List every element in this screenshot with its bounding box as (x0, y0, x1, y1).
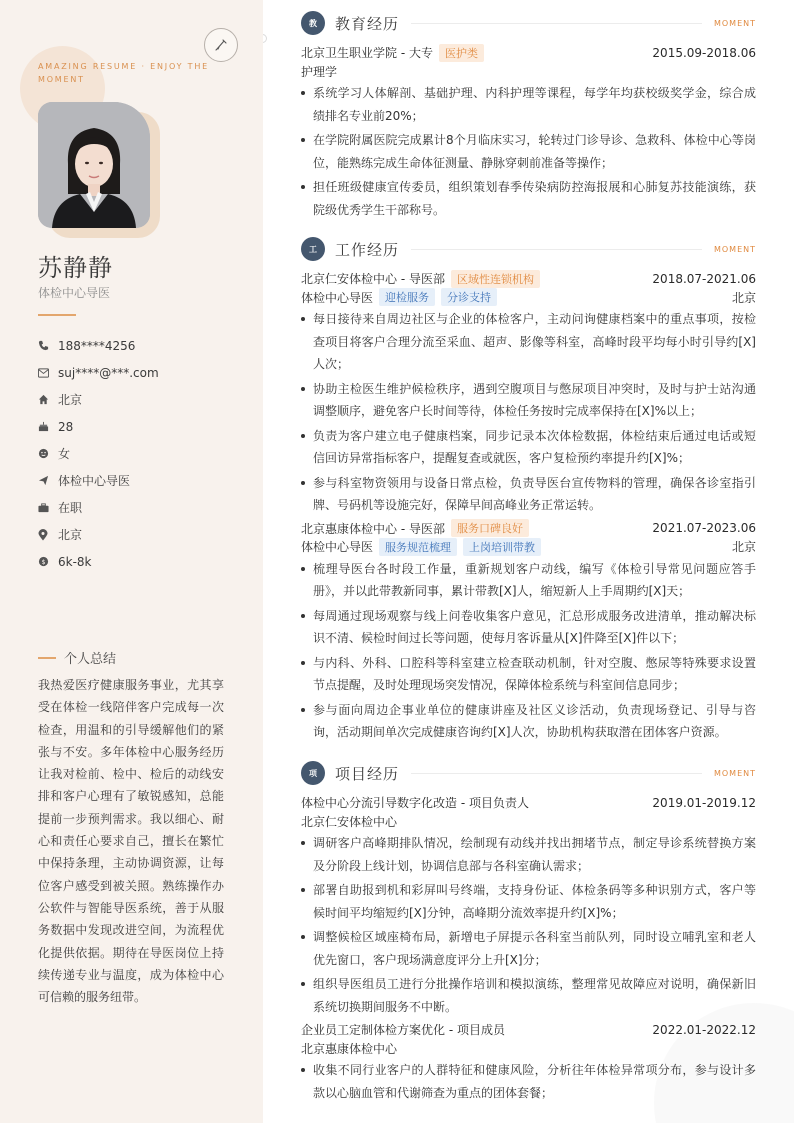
entry-chip: 区域性连锁机构 (451, 270, 540, 288)
entry-chip: 医护类 (439, 44, 484, 62)
entry-bullets (301, 558, 756, 744)
section-header (301, 761, 756, 785)
education-section (301, 11, 756, 223)
entry-subtitle (301, 288, 756, 306)
decorative-dot (263, 34, 267, 43)
entry-subtitle (301, 538, 756, 556)
home-icon (38, 394, 58, 405)
list-item: 负责为客户建立电子健康档案，同步记录本次体检数据，体检结束后通过电话或短信回访异常指标客户，提醒复查或就医，客户复检预约率提升约[X]%； (301, 425, 756, 470)
project-entry (301, 1020, 756, 1104)
paper-plane-icon (38, 475, 58, 486)
skill-tag: 服务规范梳理 (379, 538, 457, 556)
info-phone: 188****4256 (38, 332, 159, 359)
entry-header (301, 519, 756, 538)
list-item: 每日接待来自周边社区与企业的体检客户，主动问询健康档案中的重点事项，按检查项目将客户合理分流至采血、超声、影像等科室，高峰时段平均每小时引导约[X]人次； (301, 308, 756, 376)
entry-city: 北京 (731, 290, 756, 305)
projects-section (301, 761, 756, 1106)
work-entry (301, 519, 756, 744)
entry-org: 北京仁安体检中心 - 导医部 (301, 272, 445, 286)
info-age: 28 (38, 413, 159, 440)
candidate-name: 苏静静 (38, 254, 113, 282)
contact-info-list (38, 332, 159, 575)
entry-org: 北京卫生职业学院 - 大专 (301, 46, 433, 60)
salary-icon (38, 556, 58, 567)
list-item: 在学院附属医院完成累计8个月临床实习，轮转过门诊导诊、急救科、体检中心等岗位，能熟练完成生命体征测量、静脉穿刺前准备等操作； (301, 129, 756, 174)
entry-bullets (301, 832, 756, 1018)
entry-org: 体检中心分流引导数字化改造 - 项目负责人 (301, 796, 529, 810)
section-divider (411, 23, 702, 24)
entry-date: 2022.01-2022.12 (652, 1022, 756, 1037)
accent-divider (38, 314, 76, 316)
entry-org: 企业员工定制体检方案优化 - 项目成员 (301, 1023, 505, 1037)
education-section-icon: 教 (301, 11, 325, 35)
entry-header (301, 269, 756, 288)
svg-text:$: $ (41, 557, 46, 566)
entry-major: 护理学 (301, 64, 338, 79)
list-item: 调研客户高峰期排队情况，绘制现有动线并找出拥堵节点，制定导诊系统替换方案及分阶段上线计划，协调信息部与各科室确认需求； (301, 832, 756, 877)
list-item: 部署自助报到机和彩屏叫号终端，支持身份证、体检条码等多种识别方式，客户等候时间平均缩短约[X]分钟，高峰期分流效率提升约[X]%； (301, 879, 756, 924)
list-item: 调整候检区域座椅布局，新增电子屏提示各科室当前队列，同时设立哺乳室和老人优先窗口，客户现场满意度评分上升[X]分； (301, 926, 756, 971)
info-target-role: 体检中心导医 (38, 467, 159, 494)
list-item: 组织导医组员工进行分批操作培训和模拟演练，整理常见故障应对说明，确保新旧系统切换期间服务不中断。 (301, 973, 756, 1018)
list-item: 每周通过现场观察与线上问卷收集客户意见，汇总形成服务改进清单，推动解决标识不清、候检时间过长等问题，使每月客诉量从[X]件降至[X]件以下； (301, 605, 756, 650)
projects-section-icon: 项 (301, 761, 325, 785)
section-tag: MOMENT (713, 18, 756, 28)
entry-subtitle (301, 1039, 756, 1057)
section-divider (411, 249, 702, 250)
email-icon (38, 368, 58, 378)
info-home: 北京 (38, 386, 159, 413)
candidate-role: 体检中心导医 (38, 286, 111, 300)
education-entry (301, 43, 756, 221)
work-section (301, 237, 756, 746)
pen-badge-icon (204, 28, 238, 62)
entry-bullets (301, 1059, 756, 1104)
entry-company: 北京惠康体检中心 (301, 1041, 398, 1056)
section-header (301, 237, 756, 261)
entry-bullets (301, 82, 756, 221)
work-section-icon: 工 (301, 237, 325, 261)
list-item: 梳理导医台各时段工作量，重新规划客户动线，编写《体检引导常见问题应答手册》，并以此带教新同事，累计带教[X]人，缩短新人上手周期约[X]天； (301, 558, 756, 603)
list-item: 协助主检医生维护候检秩序，遇到空腹项目与憋尿项目冲突时，及时与护士站沟通调整顺序，避免客户长时间等待，体检任务按时完成率保持在[X]%以上； (301, 378, 756, 423)
section-tag: MOMENT (713, 244, 756, 254)
list-item: 系统学习人体解剖、基础护理、内科护理等课程，每学年均获校级奖学金，综合成绩排名专业前20%； (301, 82, 756, 127)
info-gender: 女 (38, 440, 159, 467)
gender-icon (38, 448, 58, 459)
entry-subtitle (301, 812, 756, 830)
entry-org: 北京惠康体检中心 - 导医部 (301, 521, 445, 536)
entry-position: 体检中心导医 (301, 540, 374, 554)
section-header (301, 11, 756, 35)
birthday-cake-icon (38, 421, 58, 432)
skill-tag: 上岗培训带教 (463, 538, 541, 556)
list-item: 收集不同行业客户的人群特征和健康风险，分析往年体检异常项分布，参与设计多款以心脑血管和代谢筛查为重点的团体套餐； (301, 1059, 756, 1104)
info-location: 北京 (38, 521, 159, 548)
list-item: 担任班级健康宣传委员，组织策划春季传染病防控海报展和心肺复苏技能演练，获院级优秀学生干部称号。 (301, 176, 756, 221)
entry-company: 北京仁安体检中心 (301, 814, 398, 829)
entry-date: 2015.09-2018.06 (652, 45, 756, 60)
info-email: suj****@***.com (38, 359, 159, 386)
entry-city: 北京 (731, 540, 756, 554)
briefcase-icon (38, 503, 58, 513)
list-item: 与内科、外科、口腔科等科室建立检查联动机制，针对空腹、憋尿等特殊要求设置节点提醒，及时处理现场突发情况，保障体检系统与科室间信息同步； (301, 652, 756, 697)
location-pin-icon (38, 529, 58, 541)
info-salary: $ 6k-8k (38, 548, 159, 575)
entry-date: 2018.07-2021.06 (652, 271, 756, 286)
summary-dash (38, 657, 56, 659)
entry-date: 2019.01-2019.12 (652, 795, 756, 810)
phone-icon (38, 340, 58, 351)
info-status: 在职 (38, 494, 159, 521)
avatar-photo (38, 102, 150, 228)
entry-bullets (301, 308, 756, 517)
entry-position: 体检中心导医 (301, 290, 374, 305)
skill-tag: 迎检服务 (379, 288, 435, 306)
summary-heading: 个人总结 (38, 648, 116, 667)
section-tag: MOMENT (713, 768, 756, 778)
entry-chip: 服务口碑良好 (451, 519, 529, 537)
section-title: 教育经历 (335, 14, 400, 33)
section-title: 项目经历 (335, 764, 400, 783)
section-title: 工作经历 (335, 240, 400, 259)
entry-header (301, 793, 756, 812)
skill-tag: 分诊支持 (441, 288, 497, 306)
list-item: 参与科室物资领用与设备日常点检，负责导医台宣传物料的管理，确保各诊室指引牌、号码机等设施完好，保障早间高峰业务正常运转。 (301, 472, 756, 517)
entry-date: 2021.07-2023.06 (652, 521, 756, 535)
list-item: 参与面向周边企事业单位的健康讲座及社区义诊活动，负责现场登记、引导与咨询，活动期间单次完成健康咨询约[X]人次，协助机构获取潜在团体客户资源。 (301, 699, 756, 744)
tagline: AMAZING RESUME · ENJOY THE MOMENT (38, 62, 209, 84)
main-content (263, 0, 794, 1123)
section-divider (411, 773, 702, 774)
project-entry (301, 793, 756, 1018)
entry-subtitle (301, 62, 756, 80)
summary-text: 我热爱医疗健康服务事业，尤其享受在体检一线陪伴客户完成每一次检查，用温和的引导缓解他们的紧张与不安。多年体检中心服务经历让我对检前、检中、检后的动线安排和客户心理有了敏锐感知，总能提前一步预判需求。我以细心、耐心和责任心要求自己，擅长在繁忙中保持条理，主动协调资源，让每位客户感受到被关照。熟练操作办公软件与智能导医系统，善于从服务数据中发现改进空间，为流程优化提供依据。期待在导医岗位上持续传递专业与温度，成为体检中心可信赖的服务纽带。 (38, 678, 224, 1005)
avatar (38, 102, 162, 238)
sidebar (0, 0, 263, 1123)
entry-header (301, 43, 756, 62)
work-entry (301, 269, 756, 517)
entry-header (301, 1020, 756, 1039)
